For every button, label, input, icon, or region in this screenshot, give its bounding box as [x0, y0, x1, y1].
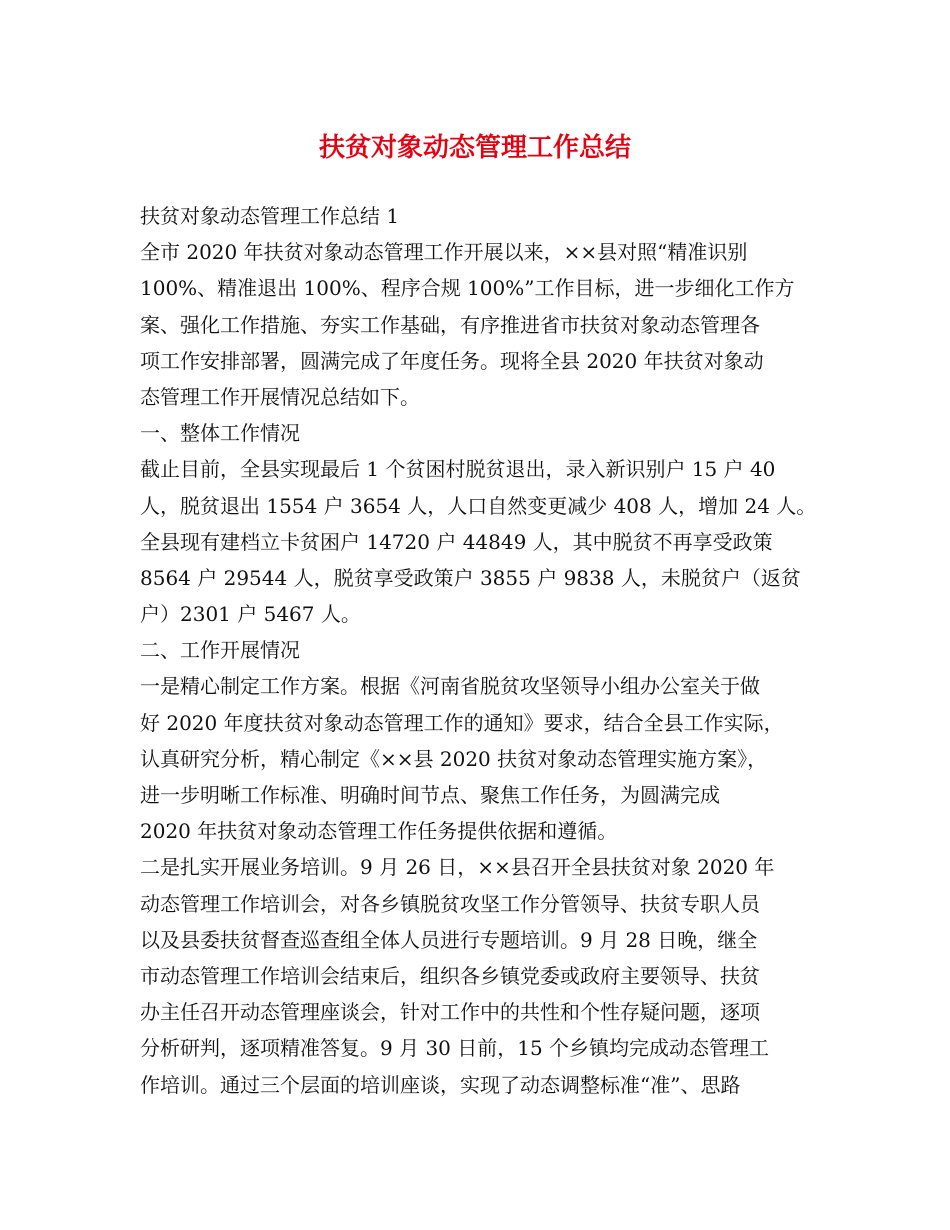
text-line: 态管理工作开展情况总结如下。 [140, 384, 420, 409]
document-title: 扶贫对象动态管理工作总结 [318, 133, 631, 163]
text-line: 项工作安排部署，圆满完成了年度任务。现将全县 2020 年扶贫对象动 [140, 348, 764, 373]
text-line: 全县现有建档立卡贫困户 14720 户 44849 人，其中脱贫不再享受政策 [140, 529, 773, 554]
text-line: 二、工作开展情况 [140, 638, 300, 663]
text-line: 一、整体工作情况 [140, 421, 300, 446]
text-line: 人，脱贫退出 1554 户 3654 人，人口自然变更减少 408 人，增加 24 人。 [140, 493, 817, 518]
text-line: 作培训。通过三个层面的培训座谈，实现了动态调整标准“准”、思路 [140, 1072, 741, 1097]
text-line: 户）2301 户 5467 人。 [140, 602, 361, 627]
text-line: 一是精心制定工作方案。根据《河南省脱贫攻坚领导小组办公室关于做 [140, 674, 760, 699]
document-body [140, 198, 830, 1103]
text-line: 好 2020 年度扶贫对象动态管理工作的通知》要求，结合全县工作实际， [140, 710, 784, 735]
text-line: 二是扎实开展业务培训。9 月 26 日，××县召开全县扶贫对象 2020 年 [140, 855, 775, 880]
text-line: 100%、精准退出 100%、程序合规 100%”工作目标，进一步细化工作方 [140, 276, 795, 301]
text-line: 扶贫对象动态管理工作总结 1 [140, 204, 400, 228]
text-line: 市动态管理工作培训会结束后，组织各乡镇党委或政府主要领导、扶贫 [140, 963, 760, 988]
text-line: 进一步明晰工作标准、明确时间节点、聚焦工作任务，为圆满完成 [140, 783, 720, 807]
text-line: 办主任召开动态管理座谈会，针对工作中的共性和个性存疑问题，逐项 [140, 1000, 760, 1025]
text-line: 认真研究分析，精心制定《××县 2020 扶贫对象动态管理实施方案》， [140, 746, 768, 771]
text-line: 8564 户 29544 人，脱贫享受政策户 3855 户 9838 人，未脱贫户（返贫 [140, 565, 801, 590]
text-line: 动态管理工作培训会，对各乡镇脱贫攻坚工作分管领导、扶贫专职人员 [140, 891, 760, 916]
text-line: 以及县委扶贫督查巡查组全体人员进行专题培训。9 月 28 日晚，继全 [140, 927, 758, 952]
text-line: 全市 2020 年扶贫对象动态管理工作开展以来，××县对照“精准识别 [140, 240, 748, 265]
text-line: 2020 年扶贫对象动态管理工作任务提供依据和遵循。 [140, 819, 618, 844]
text-line: 分析研判，逐项精准答复。9 月 30 日前，15 个乡镇均完成动态管理工 [140, 1036, 770, 1061]
text-line: 案、强化工作措施、夯实工作基础，有序推进省市扶贫对象动态管理各 [140, 312, 760, 337]
text-line: 截止目前，全县实现最后 1 个贫困村脱贫退出，录入新识别户 15 户 40 [140, 457, 776, 482]
